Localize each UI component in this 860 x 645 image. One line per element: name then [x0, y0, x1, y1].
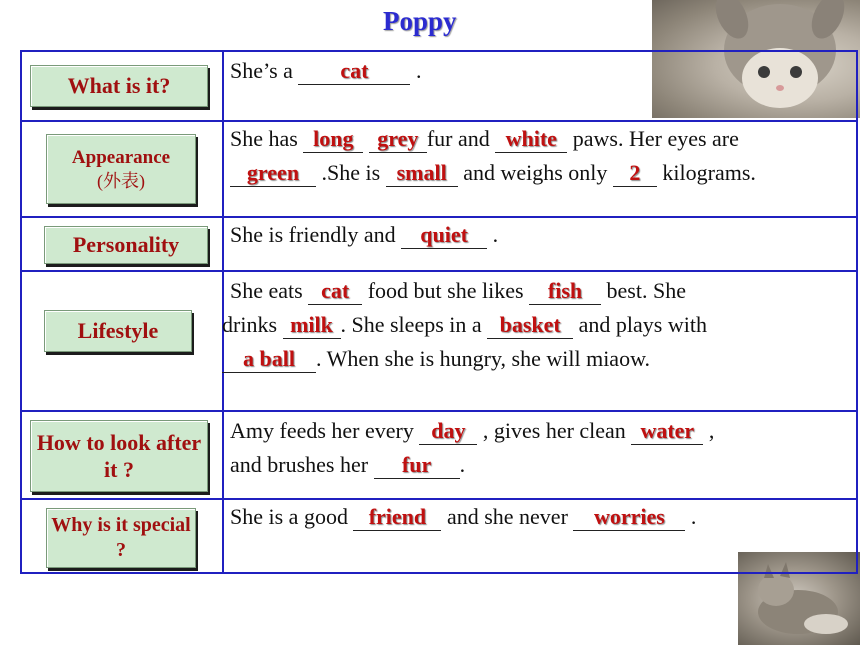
answer-blank: green	[230, 160, 316, 187]
table-row-care	[22, 410, 856, 498]
answer-blank: grey	[369, 126, 427, 153]
how-to-look-after-label[interactable]	[30, 420, 208, 492]
text-segment: She’s a	[230, 58, 299, 83]
text-segment: .	[410, 58, 422, 83]
row-content	[230, 122, 852, 190]
label-text: How to look after it ?	[36, 429, 202, 482]
row-content	[230, 54, 852, 88]
text-segment: and she never	[441, 504, 574, 529]
table-row-personality	[22, 216, 856, 270]
answer-blank: worries	[573, 504, 685, 531]
answer-blank: small	[386, 160, 458, 187]
text-segment: and weighs only	[457, 160, 613, 185]
text-segment: and brushes her	[230, 452, 374, 477]
text-segment: . When she is hungry, she will miaow.	[316, 346, 651, 371]
label-text: Personality	[72, 232, 180, 258]
text-segment: paws. Her eyes are	[567, 126, 739, 151]
answer-blank: 2	[613, 160, 657, 187]
row-content	[230, 500, 852, 534]
answer-blank: long	[303, 126, 363, 153]
table-row-special	[22, 498, 856, 572]
text-segment: best. She	[601, 278, 686, 303]
row-content	[230, 414, 852, 482]
why-special-label[interactable]	[46, 508, 196, 568]
label-text: Appearance	[71, 146, 171, 168]
text-segment: .	[685, 504, 697, 529]
text-segment: ,	[703, 418, 715, 443]
text-segment: She has	[230, 126, 304, 151]
row-content	[222, 274, 852, 376]
text-segment: . She sleeps in a	[340, 312, 488, 337]
text-segment: drinks	[222, 312, 283, 337]
answer-blank: fish	[529, 278, 601, 305]
answer-blank: basket	[487, 312, 573, 339]
answer-blank: fur	[374, 452, 460, 479]
text-segment: .	[459, 452, 466, 477]
label-text: What is it?	[67, 73, 171, 99]
answer-blank: milk	[283, 312, 341, 339]
answer-blank: water	[631, 418, 703, 445]
text-segment: , gives her clean	[477, 418, 632, 443]
label-text: Lifestyle	[77, 318, 159, 344]
what-is-it-label[interactable]	[30, 65, 208, 107]
label-text: Why is it special ?	[51, 514, 191, 561]
appearance-label[interactable]	[46, 134, 196, 204]
answer-blank: white	[495, 126, 567, 153]
text-segment: .She is	[316, 160, 386, 185]
answer-blank: cat	[298, 58, 410, 85]
table-row-appearance	[22, 120, 856, 216]
info-table	[20, 50, 858, 574]
text-segment: kilograms.	[656, 160, 756, 185]
text-segment: .	[487, 222, 499, 247]
text-segment: She is friendly and	[230, 222, 402, 247]
answer-blank: a ball	[222, 346, 316, 373]
text-segment: Amy feeds her every	[230, 418, 420, 443]
row-content	[230, 218, 852, 252]
personality-label[interactable]	[44, 226, 208, 264]
text-segment: She is a good	[230, 504, 354, 529]
table-row-what	[22, 52, 856, 120]
label-subtext: (外表)	[97, 170, 145, 191]
answer-blank: day	[419, 418, 477, 445]
page-title: Poppy	[383, 6, 457, 36]
answer-blank: quiet	[401, 222, 487, 249]
answer-blank: friend	[353, 504, 441, 531]
text-segment: food but she likes	[362, 278, 530, 303]
lifestyle-label[interactable]	[44, 310, 192, 352]
text-segment: fur and	[426, 126, 496, 151]
answer-blank: cat	[308, 278, 362, 305]
text-segment: She eats	[230, 278, 309, 303]
text-segment: and plays with	[573, 312, 707, 337]
table-row-lifestyle	[22, 270, 856, 410]
